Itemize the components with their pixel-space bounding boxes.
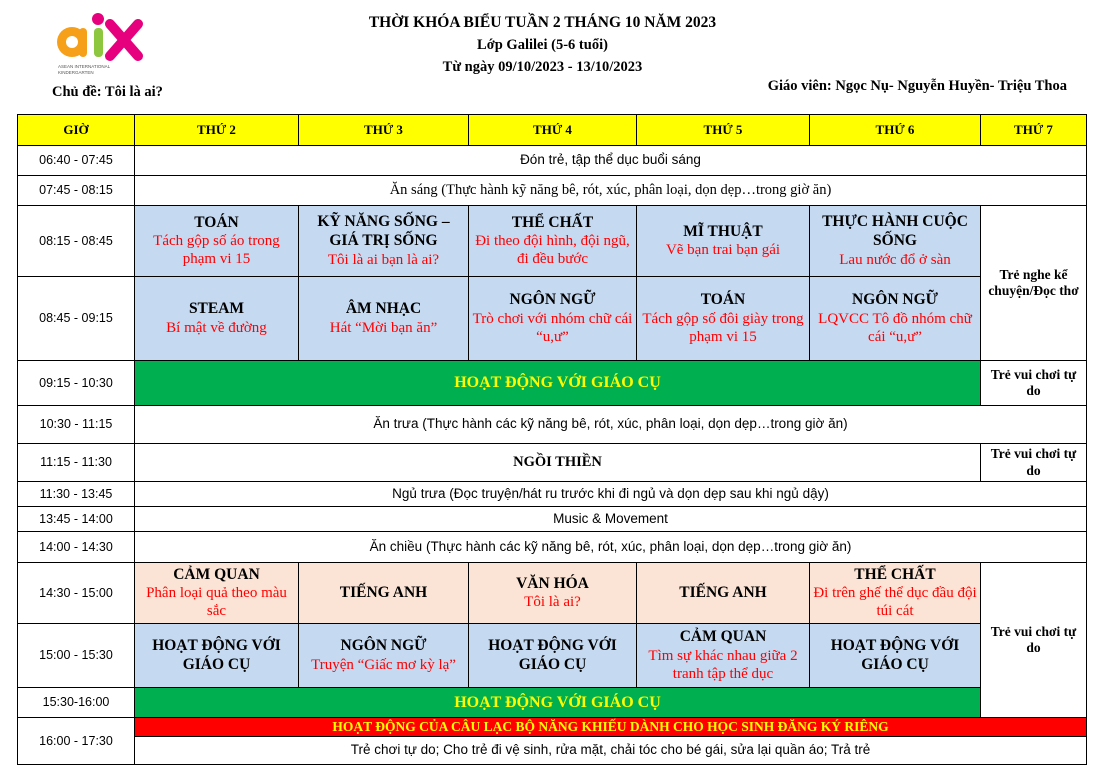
- lesson-detail: Phân loại quả theo màu sắc: [146, 585, 287, 620]
- lesson-cell: [135, 563, 299, 624]
- lesson-detail: Tách gộp số đôi giày trong phạm vi 15: [642, 310, 804, 345]
- lesson-cell: [810, 624, 981, 688]
- lesson-cell: [135, 624, 299, 688]
- lesson-cell: [810, 563, 981, 624]
- lesson-detail: Tôi là ai bạn là ai?: [327, 251, 440, 268]
- table-row: [18, 624, 1087, 688]
- subject: ÂM NHẠC: [345, 300, 422, 318]
- col-header: GIỜ: [18, 115, 135, 146]
- subject: NGÔN NGỮ: [340, 637, 427, 655]
- lesson-detail: Vẽ bạn trai bạn gái: [665, 242, 781, 259]
- time-cell: 14:00 - 14:30: [18, 532, 135, 563]
- subject: THỂ CHẤT: [854, 565, 936, 583]
- activity-band: HOẠT ĐỘNG VỚI GIÁO CỤ: [135, 361, 981, 406]
- activity-band: HOẠT ĐỘNG VỚI GIÁO CỤ: [135, 688, 981, 718]
- time-cell: 07:45 - 08:15: [18, 176, 135, 206]
- saturday-cell: Trẻ vui chơi tự do: [981, 444, 1087, 482]
- lesson-detail: Truyện “Giấc mơ kỳ lạ”: [311, 656, 456, 673]
- time-cell: 08:45 - 09:15: [18, 277, 135, 361]
- col-header: THỨ 3: [299, 115, 469, 146]
- activity-cell: Music & Movement: [135, 507, 1087, 532]
- table-row: [18, 277, 1087, 361]
- subject: HOẠT ĐỘNG VỚI GIÁO CỤ: [152, 636, 281, 673]
- col-header: THỨ 6: [810, 115, 981, 146]
- subject: CẢM QUAN: [679, 628, 767, 646]
- time-cell: 15:00 - 15:30: [18, 624, 135, 688]
- lesson-detail: Tách gộp số áo trong phạm vi 15: [153, 233, 280, 268]
- lesson-detail: Hát “Mời bạn ăn”: [329, 319, 438, 336]
- time-cell: 11:30 - 13:45: [18, 482, 135, 507]
- activity-cell: Trẻ chơi tự do; Cho trẻ đi vệ sinh, rửa mặt, chải tóc cho bé gái, sửa lại quần áo; Trả trẻ: [135, 737, 1087, 765]
- topic: Chủ đề: Tôi là ai?: [52, 84, 163, 100]
- page-title: THỜI KHÓA BIỂU TUẦN 2 THÁNG 10 NĂM 2023: [368, 14, 717, 31]
- lesson-cell: [469, 563, 637, 624]
- time-cell: 08:15 - 08:45: [18, 206, 135, 277]
- class-name: Lớp Galilei (5-6 tuổi): [477, 37, 608, 53]
- table-row: [18, 206, 1087, 277]
- subject: TIẾNG ANH: [339, 583, 428, 601]
- lesson-detail: Tôi là ai?: [524, 594, 581, 611]
- time-cell: 06:40 - 07:45: [18, 146, 135, 176]
- saturday-cell: Trẻ nghe kể chuyện/Đọc thơ: [981, 206, 1087, 361]
- subject: CẢM QUAN: [173, 565, 260, 583]
- table-row: [18, 507, 1087, 532]
- lesson-cell: [637, 563, 810, 624]
- time-cell: 14:30 - 15:00: [18, 563, 135, 624]
- subject: TOÁN: [700, 291, 746, 309]
- lesson-cell: [299, 624, 469, 688]
- timetable: [17, 114, 1087, 765]
- svg-text:ASEAN INTERNATIONAL: ASEAN INTERNATIONAL: [58, 64, 111, 69]
- subject: NGÔN NGỮ: [509, 291, 596, 309]
- subject: THỂ CHẤT: [511, 213, 594, 231]
- table-row: [18, 146, 1087, 176]
- date-range: Từ ngày 09/10/2023 - 13/10/2023: [442, 59, 643, 75]
- lesson-cell: [299, 277, 469, 361]
- lesson-detail: Lau nước đổ ở sàn: [839, 251, 951, 268]
- teachers: Giáo viên: Ngọc Nụ- Nguyễn Huyền- Triệu Thoa: [767, 78, 1067, 94]
- club-band: HOẠT ĐỘNG CỦA CÂU LẠC BỘ NĂNG KHIẾU DÀNH CHO HỌC SINH ĐĂNG KÝ RIÊNG: [135, 718, 1087, 737]
- table-row: [18, 532, 1087, 563]
- table-row: [18, 688, 1087, 718]
- table-row: [18, 563, 1087, 624]
- lesson-cell: [810, 277, 981, 361]
- activity-cell: Ăn chiều (Thực hành các kỹ năng bê, rót, xúc, phân loại, dọn dẹp…trong giờ ăn): [135, 532, 1087, 563]
- subject: TIẾNG ANH: [679, 583, 767, 601]
- activity-cell: Đón trẻ, tập thể dục buổi sáng: [135, 146, 1087, 176]
- time-cell: 13:45 - 14:00: [18, 507, 135, 532]
- lesson-cell: [135, 206, 299, 277]
- lesson-detail: LQVCC Tô đồ nhóm chữ cái “u,ư”: [818, 310, 972, 345]
- table-row: [18, 718, 1087, 737]
- activity-cell: NGỒI THIỀN: [135, 444, 981, 482]
- table-row: [18, 482, 1087, 507]
- time-cell: 09:15 - 10:30: [18, 361, 135, 406]
- lesson-detail: Bí mật về đường: [166, 319, 267, 336]
- lesson-detail: Đi theo đội hình, đội ngũ, đi đều bước: [475, 233, 630, 268]
- col-header: THỨ 7: [981, 115, 1087, 146]
- table-row: [18, 737, 1087, 765]
- activity-cell: Ngủ trưa (Đọc truyện/hát ru trước khi đi ngủ và dọn dẹp sau khi ngủ dậy): [135, 482, 1087, 507]
- table-row: [18, 176, 1087, 206]
- lesson-detail: Trò chơi với nhóm chữ cái “u,ư”: [472, 310, 633, 345]
- subject: VĂN HÓA: [516, 574, 589, 592]
- lesson-cell: [810, 206, 981, 277]
- lesson-cell: [637, 206, 810, 277]
- lesson-cell: [299, 206, 469, 277]
- saturday-cell: Trẻ vui chơi tự do: [981, 361, 1087, 406]
- lesson-cell: [469, 624, 637, 688]
- subject: MĨ THUẬT: [683, 222, 763, 240]
- col-header: THỨ 2: [135, 115, 299, 146]
- subject: KỸ NĂNG SỐNG – GIÁ TRỊ SỐNG: [317, 213, 450, 249]
- table-row: [18, 406, 1087, 444]
- subject: TOÁN: [194, 213, 239, 231]
- lesson-cell: [135, 277, 299, 361]
- table-row: [18, 361, 1087, 406]
- lesson-cell: [469, 206, 637, 277]
- table-row: [18, 444, 1087, 482]
- time-cell: 15:30-16:00: [18, 688, 135, 718]
- subject: NGÔN NGỮ: [852, 291, 938, 309]
- time-cell: 16:00 - 17:30: [18, 718, 135, 765]
- lesson-detail: Đi trên ghế thể dục đầu đội túi cát: [813, 585, 977, 620]
- subject: HOẠT ĐỘNG VỚI GIÁO CỤ: [830, 636, 960, 673]
- lesson-cell: [469, 277, 637, 361]
- lesson-cell: [299, 563, 469, 624]
- col-header: THỨ 5: [637, 115, 810, 146]
- saturday-cell: Trẻ vui chơi tự do: [981, 563, 1087, 718]
- lesson-cell: [637, 277, 810, 361]
- activity-cell: Ăn sáng (Thực hành kỹ năng bê, rót, xúc, phân loại, dọn dẹp…trong giờ ăn): [135, 176, 1087, 206]
- subject: HOẠT ĐỘNG VỚI GIÁO CỤ: [488, 636, 617, 673]
- header-row: [18, 115, 1087, 146]
- subject: STEAM: [188, 300, 245, 318]
- col-header: THỨ 4: [469, 115, 637, 146]
- lesson-cell: [637, 624, 810, 688]
- subject: THỰC HÀNH CUỘC SỐNG: [822, 213, 968, 249]
- activity-cell: Ăn trưa (Thực hành các kỹ năng bê, rót, xúc, phân loại, dọn dẹp…trong giờ ăn): [135, 406, 1087, 444]
- time-cell: 11:15 - 11:30: [18, 444, 135, 482]
- time-cell: 10:30 - 11:15: [18, 406, 135, 444]
- lesson-detail: Tìm sự khác nhau giữa 2 tranh tập thể dục: [648, 647, 798, 682]
- svg-text:KINDERGARTEN: KINDERGARTEN: [58, 70, 94, 75]
